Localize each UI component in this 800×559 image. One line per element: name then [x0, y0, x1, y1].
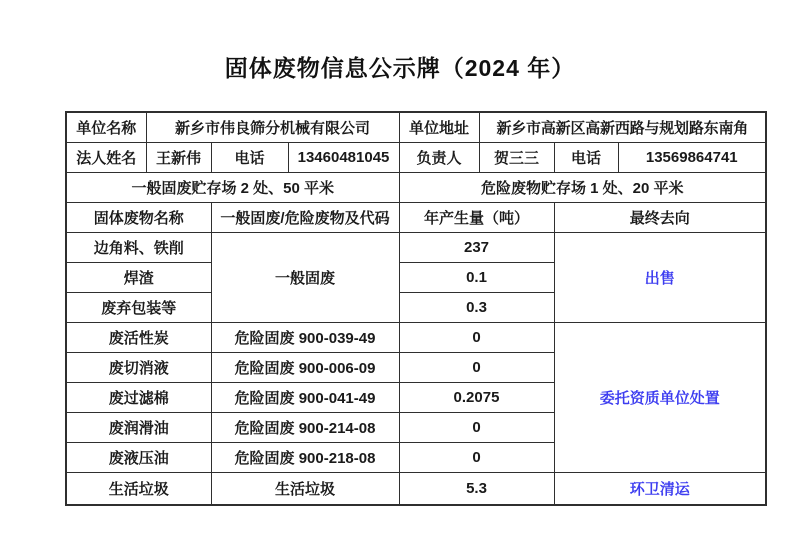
table-row — [66, 112, 766, 142]
waste-name: 废过滤棉 — [66, 382, 211, 412]
manager-label: 负责人 — [399, 142, 479, 172]
phone1-value: 13460481045 — [288, 142, 399, 172]
waste-code: 危险固废 900-039-49 — [211, 322, 399, 352]
general-category: 一般固废 — [211, 232, 399, 322]
waste-amount: 0.3 — [399, 292, 554, 322]
waste-amount: 0 — [399, 412, 554, 442]
waste-code: 危险固废 900-214-08 — [211, 412, 399, 442]
waste-name: 废切消液 — [66, 352, 211, 382]
legal-name-value: 王新伟 — [146, 142, 211, 172]
waste-amount: 0 — [399, 442, 554, 472]
notice-table — [65, 111, 767, 506]
general-destination: 出售 — [554, 232, 766, 322]
waste-amount: 5.3 — [399, 472, 554, 505]
waste-code: 危险固废 900-218-08 — [211, 442, 399, 472]
phone2-value: 13569864741 — [618, 142, 766, 172]
hazardous-storage-text: 危险废物贮存场 1 处、20 平米 — [399, 172, 766, 202]
table-row — [66, 322, 766, 352]
waste-code: 生活垃圾 — [211, 472, 399, 505]
waste-code: 危险固废 900-041-49 — [211, 382, 399, 412]
waste-name: 废活性炭 — [66, 322, 211, 352]
waste-name: 边角料、铁削 — [66, 232, 211, 262]
unit-addr-label: 单位地址 — [399, 112, 479, 142]
hazardous-destination: 委托资质单位处置 — [554, 322, 766, 472]
waste-code: 危险固废 900-006-09 — [211, 352, 399, 382]
waste-name: 废弃包装等 — [66, 292, 211, 322]
table-row — [66, 142, 766, 172]
unit-name-value: 新乡市伟良筛分机械有限公司 — [146, 112, 399, 142]
phone2-label: 电话 — [554, 142, 618, 172]
header-destination: 最终去向 — [554, 202, 766, 232]
header-waste-code: 一般固废/危险废物及代码 — [211, 202, 399, 232]
manager-value: 贺三三 — [479, 142, 554, 172]
waste-amount: 0.1 — [399, 262, 554, 292]
waste-name: 焊渣 — [66, 262, 211, 292]
table-header-row — [66, 202, 766, 232]
waste-amount: 0.2075 — [399, 382, 554, 412]
table-row — [66, 232, 766, 262]
table-row — [66, 472, 766, 505]
waste-name: 废润滑油 — [66, 412, 211, 442]
general-storage-text: 一般固废贮存场 2 处、50 平米 — [66, 172, 399, 202]
phone1-label: 电话 — [211, 142, 288, 172]
table-row — [66, 172, 766, 202]
header-annual-amount: 年产生量（吨） — [399, 202, 554, 232]
waste-amount: 0 — [399, 352, 554, 382]
header-waste-name: 固体废物名称 — [66, 202, 211, 232]
unit-name-label: 单位名称 — [66, 112, 146, 142]
waste-name: 废液压油 — [66, 442, 211, 472]
waste-amount: 237 — [399, 232, 554, 262]
unit-addr-value: 新乡市高新区高新西路与规划路东南角 — [479, 112, 766, 142]
domestic-destination: 环卫清运 — [554, 472, 766, 505]
waste-amount: 0 — [399, 322, 554, 352]
page-title: 固体废物信息公示牌（2024 年） — [224, 55, 576, 81]
waste-name: 生活垃圾 — [66, 472, 211, 505]
legal-name-label: 法人姓名 — [66, 142, 146, 172]
